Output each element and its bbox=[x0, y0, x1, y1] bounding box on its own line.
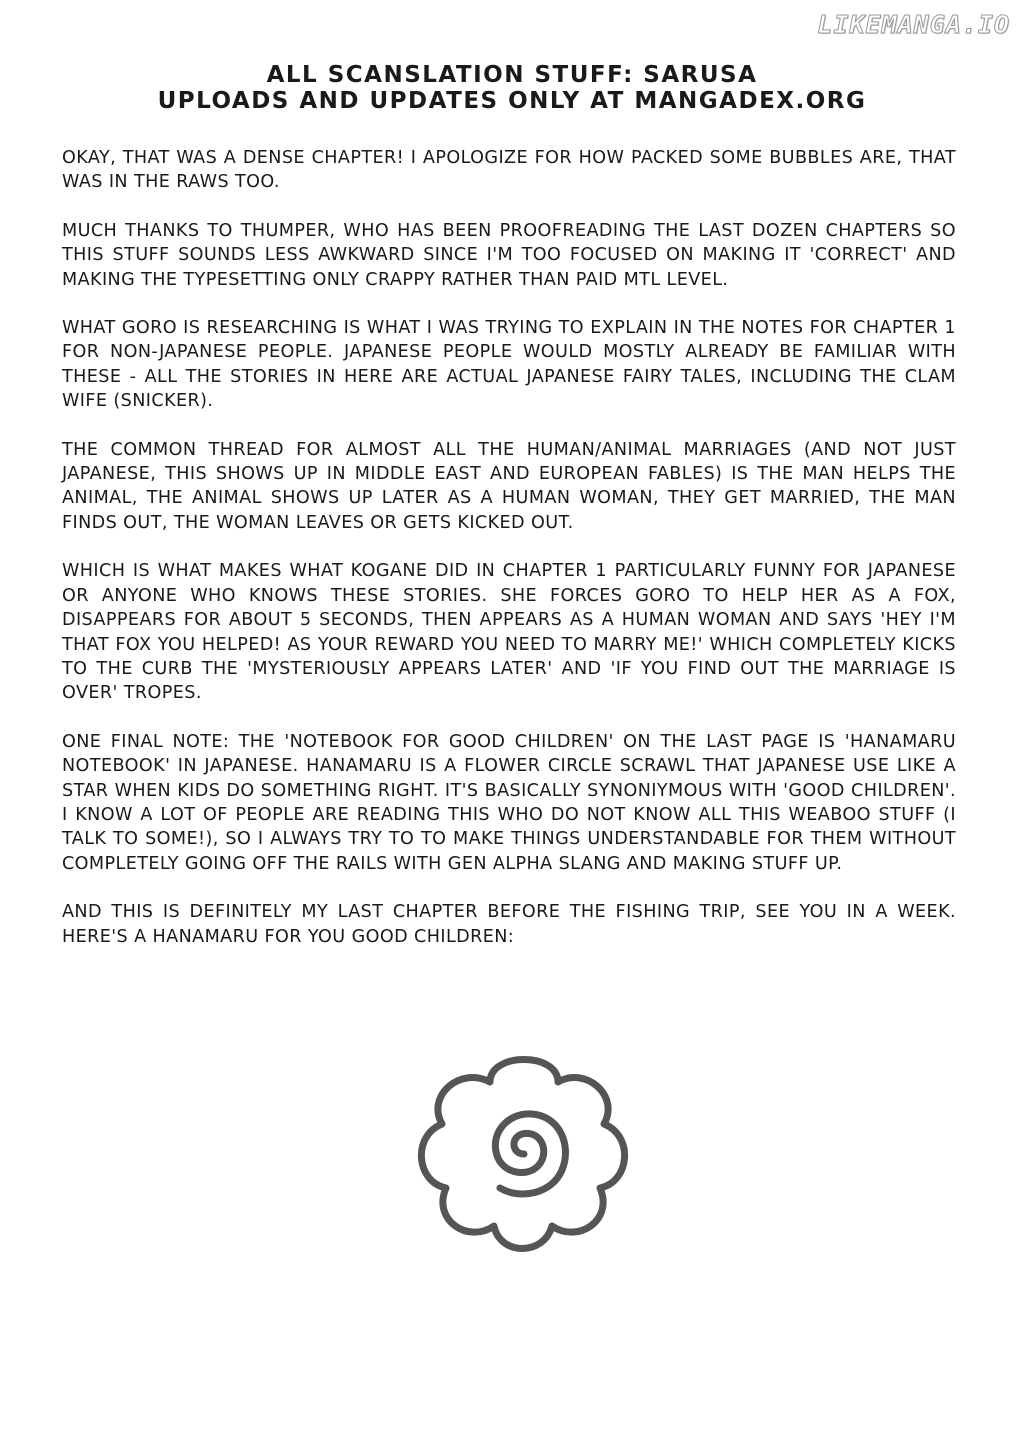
note-paragraph-5: WHICH IS WHAT MAKES WHAT KOGANE DID IN CHAPTER 1 PARTICULARLY FUNNY FOR JAPANESE OR ANYONE WHO KNOWS THESE STORIES. SHE FORCES GORO TO HELP HER AS A FOX, DISAPPEARS FOR ABOUT 5 SECONDS, THEN APPEARS AS A HUMAN WOMAN AND SAYS 'HEY I'M THAT FOX YOU HELPED! AS YOUR REWARD YOU NEED TO MARRY ME!' WHICH COMPLETELY KICKS TO THE CURB THE 'MYSTERIOUSLY APPEARS LATER' AND 'IF YOU FIND OUT THE MARRIAGE IS OVER' TROPES. bbox=[62, 561, 956, 704]
translator-notes bbox=[62, 146, 956, 973]
note-paragraph-1: OKAY, THAT WAS A DENSE CHAPTER! I APOLOGIZE FOR HOW PACKED SOME BUBBLES ARE, THAT WAS IN THE RAWS TOO. bbox=[62, 148, 956, 193]
note-paragraph-2: MUCH THANKS TO THUMPER, WHO HAS BEEN PROOFREADING THE LAST DOZEN CHAPTERS SO THIS STUFF SOUNDS LESS AWKWARD SINCE I'M TOO FOCUSED ON MAKING IT 'CORRECT' AND MAKING THE TYPESETTING ONLY CRAPPY RATHER THAN PAID MTL LEVEL. bbox=[62, 220, 956, 290]
credits-header bbox=[0, 62, 1024, 114]
credits-line-2: UPLOADS AND UPDATES ONLY AT MANGADEX.ORG bbox=[157, 88, 867, 114]
credits-line-1: ALL SCANSLATION STUFF: SARUSA bbox=[266, 62, 758, 88]
site-watermark: LIKEMANGA.IO bbox=[817, 10, 1010, 39]
hanamaru-flower-spiral-icon bbox=[408, 1030, 640, 1260]
note-paragraph-3: WHAT GORO IS RESEARCHING IS WHAT I WAS TRYING TO EXPLAIN IN THE NOTES FOR CHAPTER 1 FOR NON-JAPANESE PEOPLE. JAPANESE PEOPLE WOULD MOSTLY ALREADY BE FAMILIAR WITH THESE - ALL THE STORIES IN HERE ARE ACTUAL JAPANESE FAIRY TALES, INCLUDING THE CLAM WIFE (SNICKER). bbox=[62, 318, 956, 412]
note-paragraph-6: ONE FINAL NOTE: THE 'NOTEBOOK FOR GOOD CHILDREN' ON THE LAST PAGE IS 'HANAMARU NOTEBOOK' IN JAPANESE. HANAMARU IS A FLOWER CIRCLE SCRAWL THAT JAPANESE USE LIKE A STAR WHEN KIDS DO SOMETHING RIGHT. IT'S BASICALLY SYNONIYMOUS WITH 'GOOD CHILDREN'. I KNOW A LOT OF PEOPLE ARE READING THIS WHO DO NOT KNOW ALL THIS WEABOO STUFF (I TALK TO SOME!), SO I ALWAYS TRY TO TO MAKE THINGS UNDERSTANDABLE FOR THEM WITHOUT COMPLETELY GOING OFF THE RAILS WITH GEN ALPHA SLANG AND MAKING STUFF UP. bbox=[62, 731, 956, 874]
note-paragraph-7: AND THIS IS DEFINITELY MY LAST CHAPTER BEFORE THE FISHING TRIP, SEE YOU IN A WEEK. HERE'S A HANAMARU FOR YOU GOOD CHILDREN: bbox=[62, 902, 956, 947]
note-paragraph-4: THE COMMON THREAD FOR ALMOST ALL THE HUMAN/ANIMAL MARRIAGES (AND NOT JUST JAPANESE, THIS SHOWS UP IN MIDDLE EAST AND EUROPEAN FABLES) IS THE MAN HELPS THE ANIMAL, THE ANIMAL SHOWS UP LATER AS A HUMAN WOMAN, THEY GET MARRIED, THE MAN FINDS OUT, THE WOMAN LEAVES OR GETS KICKED OUT. bbox=[62, 439, 956, 533]
hanamaru-spiral bbox=[495, 1114, 565, 1194]
